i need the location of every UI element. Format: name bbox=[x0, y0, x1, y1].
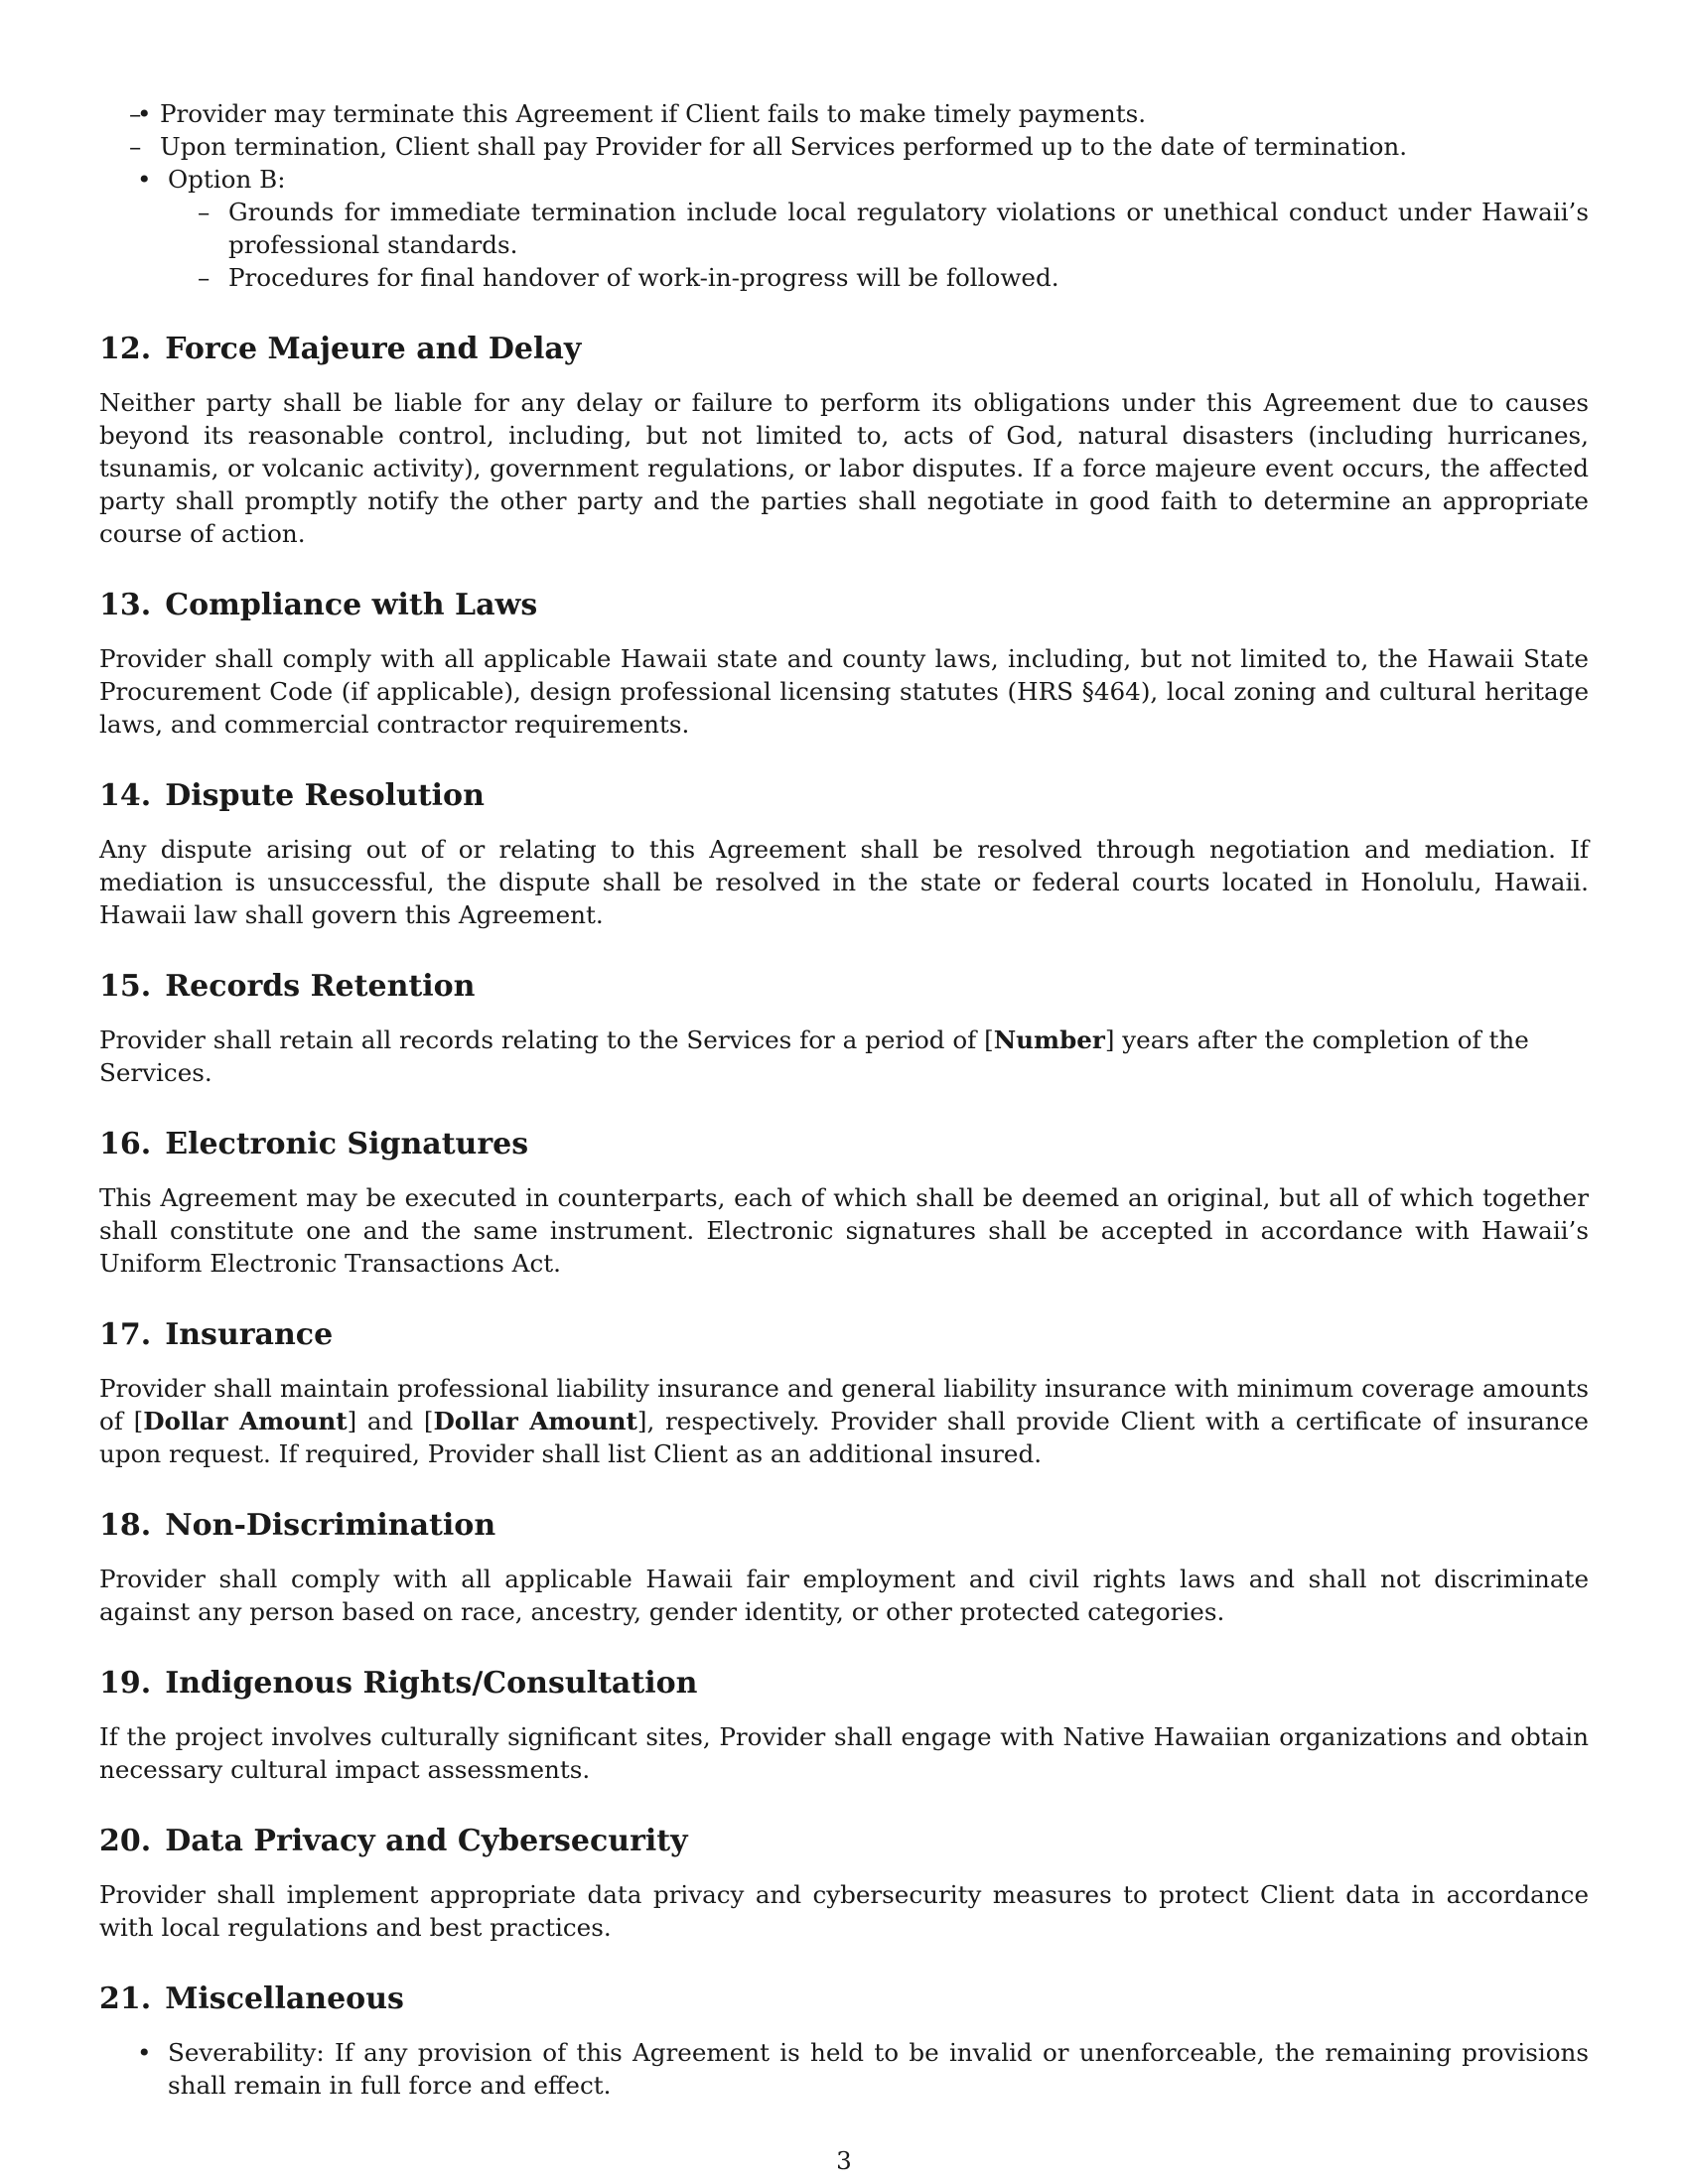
termination-options-list bbox=[99, 97, 1589, 294]
section-dispute-resolution bbox=[99, 778, 1589, 931]
body-text: ], respectively. Provider shall provide Client with a certificate of insurance upon request. If required, Provider shall list Client as an additional insured. bbox=[99, 1407, 1589, 1468]
section-body bbox=[99, 1024, 1589, 1089]
miscellaneous-list bbox=[99, 2036, 1589, 2102]
section-body: Provider shall comply with all applicable Hawaii fair employment and civil rights laws and shall not discriminate against any person based on race, ancestry, gender identity, or other protected categories. bbox=[99, 1565, 1589, 1626]
section-compliance-with-laws bbox=[99, 588, 1589, 741]
section-title: Non-Discrimination bbox=[165, 1508, 496, 1543]
placeholder-dollar-amount: Dollar Amount bbox=[143, 1407, 348, 1435]
section-heading bbox=[99, 778, 1589, 814]
section-title: Records Retention bbox=[165, 969, 476, 1004]
option-b-subitem: – Grounds for immediate termination include local regulatory violations or unethical conduct under Hawaii’s professional standards. bbox=[168, 196, 1589, 261]
section-heading bbox=[99, 588, 1589, 623]
section-title: Dispute Resolution bbox=[165, 778, 485, 813]
placeholder-dollar-amount: Dollar Amount bbox=[433, 1407, 637, 1435]
section-number: 21. bbox=[99, 1981, 152, 2016]
section-insurance bbox=[99, 1317, 1589, 1470]
section-force-majeure bbox=[99, 332, 1589, 550]
section-records-retention bbox=[99, 969, 1589, 1089]
placeholder-number: Number bbox=[993, 1025, 1105, 1054]
section-heading bbox=[99, 332, 1589, 367]
section-heading bbox=[99, 1666, 1589, 1702]
section-title: Indigenous Rights/Consultation bbox=[165, 1666, 698, 1701]
section-body: If the project involves culturally significant sites, Provider shall engage with Native Hawaiian organizations and obtain necessary cultural impact assessments. bbox=[99, 1722, 1589, 1784]
section-body: Provider shall comply with all applicable Hawaii state and county laws, including, but not limited to, the Hawaii State Procurement Code (if applicable), design professional licensing statutes (HRS §464), local zoning and cultural heritage laws, and commercial contractor requirements. bbox=[99, 644, 1589, 739]
section-body: This Agreement may be executed in counterparts, each of which shall be deemed an original, but all of which together shall constitute one and the same instrument. Electronic signatures shall be accepted in accordance with Hawaii’s Uniform Electronic Transactions Act. bbox=[99, 1183, 1589, 1278]
section-title: Miscellaneous bbox=[165, 1981, 404, 2016]
section-number: 19. bbox=[99, 1666, 152, 1701]
section-number: 15. bbox=[99, 969, 152, 1004]
body-text: Provider shall retain all records relating to the Services for a period of [ bbox=[99, 1025, 994, 1054]
section-electronic-signatures bbox=[99, 1127, 1589, 1280]
section-heading bbox=[99, 969, 1589, 1005]
option-b-subitem: – Procedures for final handover of work-in-progress will be followed. bbox=[168, 261, 1589, 294]
section-heading bbox=[99, 1981, 1589, 2017]
body-text: Provider shall maintain professional liability insurance and general liability insurance with minimum coverage amounts of [ bbox=[99, 1374, 1589, 1435]
section-title: Data Privacy and Cybersecurity bbox=[165, 1824, 688, 1858]
list-item: • Severability: If any provision of this Agreement is held to be invalid or unenforceable, the remaining provisions shall remain in full force and effect. bbox=[99, 2036, 1589, 2102]
body-text: ] years after the completion of the Services. bbox=[99, 1025, 1529, 1087]
section-title: Compliance with Laws bbox=[165, 588, 538, 622]
section-indigenous-rights bbox=[99, 1666, 1589, 1786]
section-miscellaneous bbox=[99, 1981, 1589, 2102]
section-title: Force Majeure and Delay bbox=[165, 332, 582, 366]
section-heading bbox=[99, 1824, 1589, 1859]
section-number: 14. bbox=[99, 778, 152, 813]
option-b-item bbox=[99, 163, 1589, 294]
section-number: 20. bbox=[99, 1824, 152, 1858]
page-number: 3 bbox=[836, 2146, 852, 2175]
section-body: Neither party shall be liable for any delay or failure to perform its obligations under this Agreement due to causes beyond its reasonable control, including, but not limited to, acts of God, natural disasters (including hurricanes, tsunamis, or volcanic activity), government regulations, or labor disputes. If a force majeure event occurs, the affected party shall promptly notify the other party and the parties shall negotiate in good faith to determine an appropriate course of action. bbox=[99, 388, 1589, 548]
option-a-continuation bbox=[99, 97, 1589, 163]
document-page bbox=[99, 97, 1589, 2102]
section-body bbox=[99, 1372, 1589, 1470]
section-heading bbox=[99, 1127, 1589, 1162]
section-title: Insurance bbox=[165, 1317, 334, 1352]
option-b-label: Option B: bbox=[168, 165, 286, 194]
section-non-discrimination bbox=[99, 1508, 1589, 1628]
section-title: Electronic Signatures bbox=[165, 1127, 529, 1161]
section-body: Any dispute arising out of or relating to this Agreement shall be resolved through negotiation and mediation. If mediation is unsuccessful, the dispute shall be resolved in the state or federal courts located in Honolulu, Hawaii. Hawaii law shall govern this Agreement. bbox=[99, 835, 1589, 929]
section-number: 16. bbox=[99, 1127, 152, 1161]
section-heading bbox=[99, 1317, 1589, 1353]
section-number: 18. bbox=[99, 1508, 152, 1543]
section-data-privacy bbox=[99, 1824, 1589, 1944]
option-a-item: – • Provider may terminate this Agreement if Client fails to make timely payments. bbox=[99, 97, 1589, 130]
option-a-item: – Upon termination, Client shall pay Provider for all Services performed up to the date of termination. bbox=[99, 130, 1589, 163]
section-body: Provider shall implement appropriate data privacy and cybersecurity measures to protect Client data in accordance with local regulations and best practices. bbox=[99, 1880, 1589, 1942]
section-number: 17. bbox=[99, 1317, 152, 1352]
section-heading bbox=[99, 1508, 1589, 1544]
section-number: 12. bbox=[99, 332, 152, 366]
body-text: ] and [ bbox=[347, 1407, 434, 1435]
section-number: 13. bbox=[99, 588, 152, 622]
